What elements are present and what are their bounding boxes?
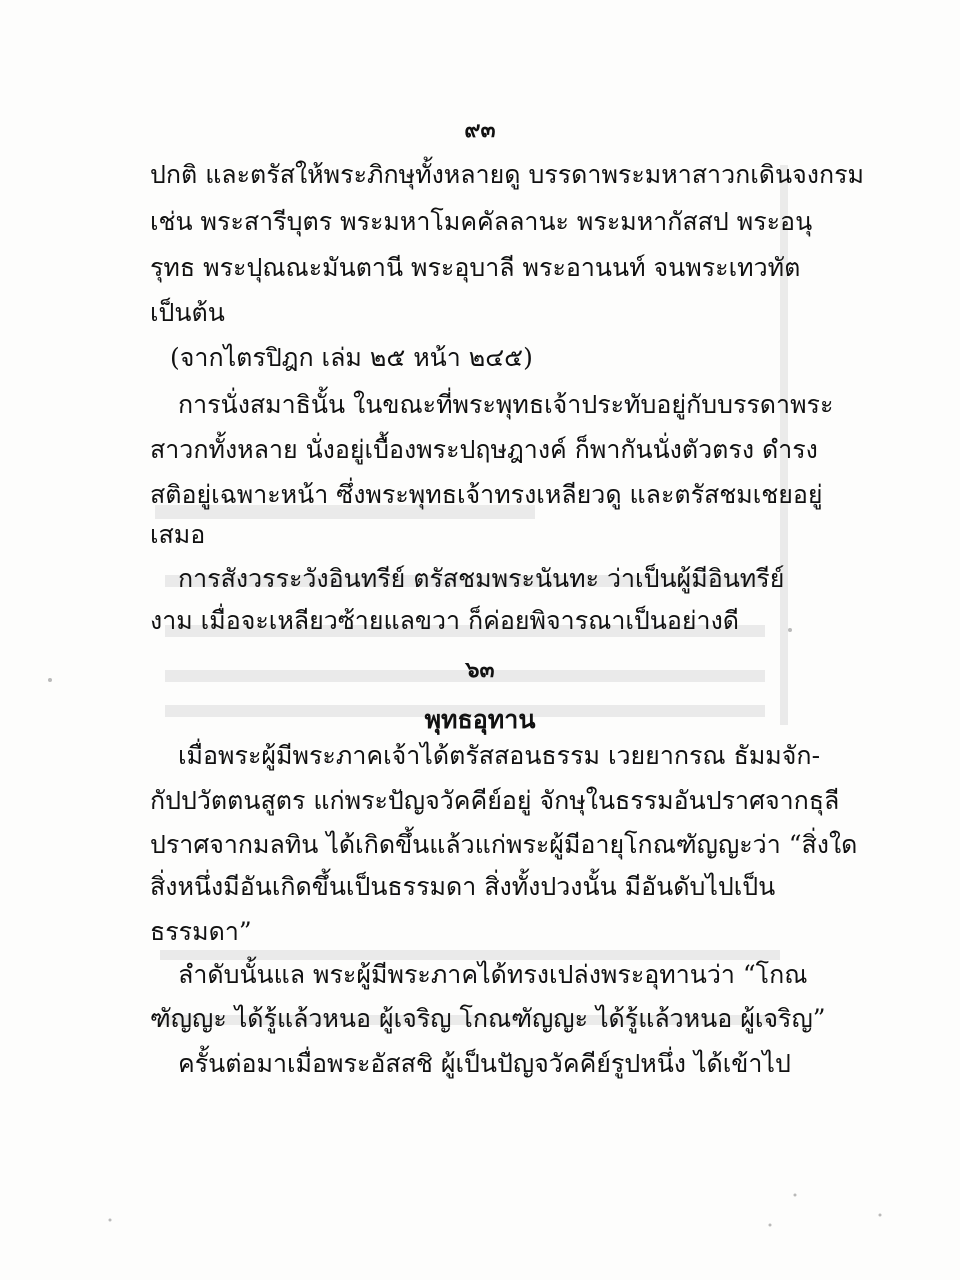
text-line-13: กัปปวัตตนสูตร แก่พระปัญจวัคคีย์อยู่ จักษุในธรรมอันปราศจากธุลี [150, 786, 840, 815]
page-number: ๙๓ [464, 117, 496, 143]
text-line-2: เช่น พระสารีบุตร พระมหาโมคคัลลานะ พระมหากัสสป พระอนุ [150, 207, 813, 236]
text-line-11: งาม เมื่อจะเหลียวซ้ายแลขวา ก็ค่อยพิจารณาเป็นอย่างดี [150, 606, 740, 635]
text-line-14: ปราศจากมลทิน ได้เกิดขึ้นแล้วแก่พระผู้มีอายุโกณฑัญญะว่า “สิ่งใด [150, 830, 858, 859]
text-line-9: เสมอ [150, 520, 206, 549]
text-line-16: ธรรมดา” [150, 917, 252, 946]
text-line-6: การนั่งสมาธินั้น ในขณะที่พระพุทธเจ้าประทับอยู่กับบรรดาพระ [178, 390, 834, 419]
citation: (จากไตรปิฎก เล่ม ๒๕ หน้า ๒๔๕) [170, 343, 533, 372]
text-line-1: ปกติ และตรัสให้พระภิกษุทั้งหลายดู บรรดาพระมหาสาวกเดินจงกรม [150, 160, 865, 189]
text-line-19: ครั้นต่อมาเมื่อพระอัสสชิ ผู้เป็นปัญจวัคคีย์รูปหนึ่ง ได้เข้าไป [178, 1049, 791, 1078]
text-line-17: ลำดับนั้นแล พระผู้มีพระภาคได้ทรงเปล่งพระอุทานว่า “โกณ [178, 960, 808, 989]
text-line-12: เมื่อพระผู้มีพระภาคเจ้าได้ตรัสสอนธรรม เวยยากรณ ธัมมจัก- [178, 741, 821, 770]
text-line-4: เป็นต้น [150, 298, 225, 327]
text-line-18: ฑัญญะ ได้รู้แล้วหนอ ผู้เจริญ โกณฑัญญะ ได้รู้แล้วหนอ ผู้เจริญ” [150, 1004, 826, 1033]
text-line-10: การสังวรระวังอินทรีย์ ตรัสชมพระนันทะ ว่าเป็นผู้มีอินทรีย์ [178, 564, 785, 593]
section-title: พุทธอุทาน [424, 705, 536, 734]
section-number: ๖๓ [465, 657, 495, 683]
text-line-7: สาวกทั้งหลาย นั่งอยู่เบื้องพระปฤษฎางค์ ก็พากันนั่งตัวตรง ดำรง [150, 435, 818, 464]
text-line-3: รุทธ พระปุณณะมันตานี พระอุบาลี พระอานนท์ จนพระเทวทัต [150, 253, 801, 282]
text-line-15: สิ่งหนึ่งมีอันเกิดขึ้นเป็นธรรมดา สิ่งทั้งปวงนั้น มีอันดับไปเป็น [150, 872, 776, 901]
text-line-8: สติอยู่เฉพาะหน้า ซึ่งพระพุทธเจ้าทรงเหลียวดู และตรัสชมเชยอยู่ [150, 480, 823, 509]
